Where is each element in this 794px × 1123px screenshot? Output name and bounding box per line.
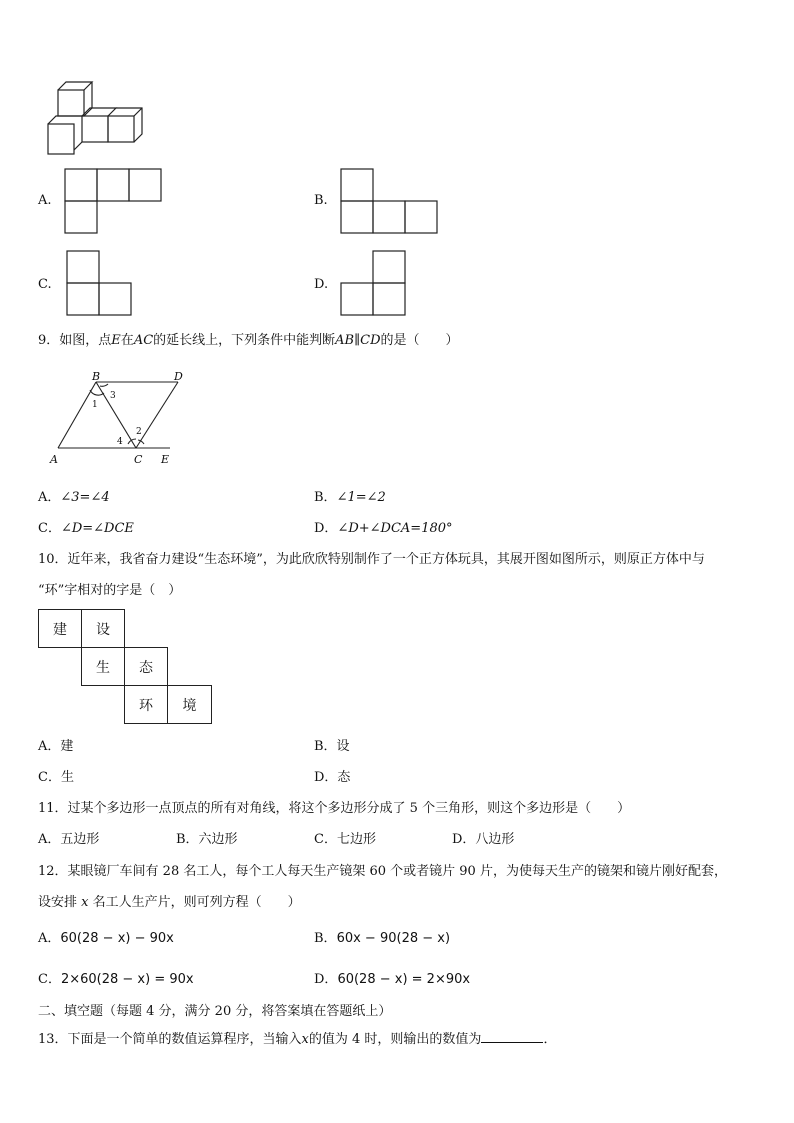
net-cell-jing: 境: [167, 685, 212, 724]
q9-label-e: E: [161, 453, 170, 466]
q12-stem-line2: 设安排 x 名工人生产片，则可列方程（ ）: [38, 895, 301, 910]
net-cell-sheng: 生: [81, 647, 125, 686]
q9-angle-2: 2: [136, 427, 142, 437]
q8-option-b-label: B.: [314, 193, 328, 208]
net-cell-huan: 环: [124, 685, 168, 724]
net-cell-she: 设: [81, 609, 125, 648]
q11-option-c: C．七边形: [314, 832, 376, 847]
q9-option-a: A．∠3=∠4: [38, 490, 110, 505]
q11-option-b: B．六边形: [176, 832, 238, 847]
q10-option-b: B．设: [314, 739, 350, 754]
q8-option-d-label: D.: [314, 277, 329, 292]
q9-label-d: D: [174, 370, 183, 383]
net-cell-tai: 态: [124, 647, 168, 686]
q12-stem-line1: 12．某眼镜厂车间有 28 名工人，每个工人每天生产镜架 60 个或者镜片 90 片，为使每天生产的镜架和镜片刚好配套，: [38, 864, 727, 879]
q12-option-d: D．60(28 − x) = 2×90x: [314, 972, 471, 987]
q9-label-a: A: [50, 453, 58, 466]
q8-option-a-figure: [64, 168, 164, 234]
q9-angle-4: 4: [117, 437, 123, 447]
q8-option-c-label: C.: [38, 277, 52, 292]
q9-option-c: C．∠D=∠DCE: [38, 521, 134, 536]
q9-angle-1: 1: [92, 400, 98, 410]
q10-stem-line1: 10．近年来，我省奋力建设“生态环境”，为此欣欣特别制作了一个正方体玩具，其展开图如图所示，则原正方体中与: [38, 552, 705, 567]
q13-answer-blank[interactable]: [481, 1030, 543, 1043]
q12-option-a: A．60(28 − x) − 90x: [38, 931, 174, 946]
q8-option-d-figure: [340, 250, 410, 316]
q10-stem-line2: “环”字相对的字是（ ）: [38, 583, 182, 598]
q9-stem: 9．如图，点E在AC的延长线上，下列条件中能判断AB∥CD的是（ ）: [38, 333, 459, 348]
q8-option-a-label: A.: [38, 193, 52, 208]
net-cell-jian: 建: [38, 609, 82, 648]
q8-option-b-figure: [340, 168, 440, 234]
q10-option-d: D．态: [314, 770, 351, 785]
q8-option-c-figure: [66, 250, 136, 316]
q9-option-b: B．∠1=∠2: [314, 490, 386, 505]
q11-option-d: D．八边形: [452, 832, 515, 847]
q12-option-b: B．60x − 90(28 − x): [314, 931, 451, 946]
q9-option-d: D．∠D+∠DCA=180°: [314, 521, 453, 536]
cube-stack-figure: [44, 78, 154, 158]
q12-option-c: C．2×60(28 − x) = 90x: [38, 972, 194, 987]
q9-label-c: C: [134, 453, 143, 466]
q9-label-b: B: [92, 370, 101, 383]
q11-option-a: A．五边形: [38, 832, 100, 847]
q9-parallelogram-figure: [50, 370, 200, 470]
q10-option-a: A．建: [38, 739, 74, 754]
q13-stem: 13．下面是一个简单的数值运算程序，当输入x的值为 4 时，则输出的数值为 ．: [38, 1032, 557, 1047]
q10-option-c: C．生: [38, 770, 74, 785]
q10-cube-net: [38, 609, 214, 725]
q9-angle-3: 3: [110, 391, 116, 401]
q11-stem: 11．过某个多边形一点顶点的所有对角线，将这个多边形分成了 5 个三角形，则这个多边形是（ ）: [38, 801, 631, 816]
section-2-heading: 二、填空题（每题 4 分，满分 20 分，将答案填在答题纸上）: [38, 1004, 392, 1019]
